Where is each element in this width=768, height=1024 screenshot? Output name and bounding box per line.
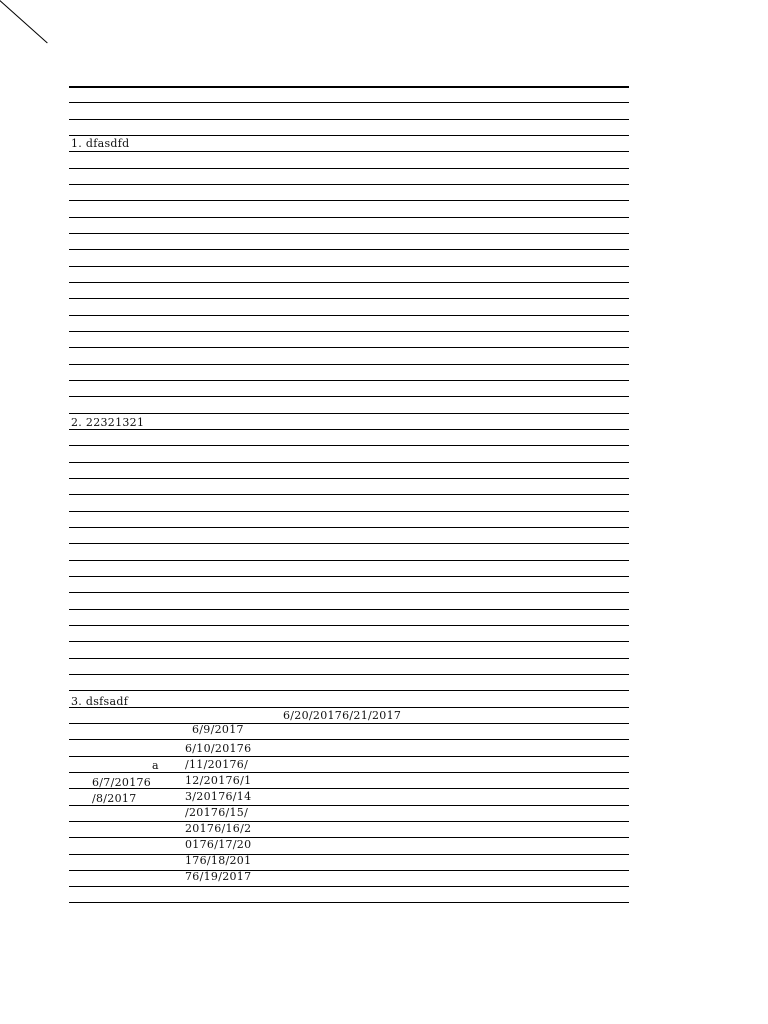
- section-heading-3: 3. dsfsadf: [71, 695, 129, 708]
- ruled-line: [69, 445, 629, 446]
- ruled-line: [69, 527, 629, 528]
- note-middle-line: 0176/17/20: [185, 838, 252, 851]
- ruled-line: [69, 217, 629, 218]
- ruled-line: [69, 560, 629, 561]
- note-middle-line: 3/20176/14: [185, 790, 252, 803]
- ruled-line: [69, 870, 629, 871]
- ruled-line: [69, 658, 629, 659]
- note-middle-line: 76/19/2017: [185, 870, 252, 883]
- note-left-line: 6/7/20176: [92, 776, 152, 789]
- ruled-line: [69, 184, 629, 185]
- ruled-line: [69, 576, 629, 577]
- note-middle-column: [185, 741, 251, 885]
- note-middle-line: /11/20176/: [185, 758, 249, 771]
- ruled-line: [69, 364, 629, 365]
- ruled-line: [69, 331, 629, 332]
- ruled-line: [69, 494, 629, 495]
- section-heading-2: 2. 22321321: [71, 416, 145, 429]
- ruled-lines: [69, 86, 629, 924]
- section-heading-1: 1. dfasdfd: [71, 137, 130, 150]
- ruled-line: [69, 543, 629, 544]
- ruled-line: [69, 396, 629, 397]
- ruled-line: [69, 886, 629, 887]
- ruled-line: [69, 315, 629, 316]
- ruled-line: [69, 413, 629, 414]
- ruled-line: [69, 298, 629, 299]
- note-middle-line: 20176/16/2: [185, 822, 252, 835]
- diagonal-corner-line: [0, 0, 48, 43]
- ruled-line: [69, 86, 629, 88]
- ruled-line: [69, 462, 629, 463]
- note-single-date: 6/9/2017: [192, 723, 244, 736]
- ruled-line: [69, 282, 629, 283]
- ruled-line: [69, 233, 629, 234]
- note-middle-line: /20176/15/: [185, 806, 249, 819]
- note-middle-line: 6/10/20176: [185, 742, 252, 755]
- ruled-line: [69, 200, 629, 201]
- note-left-line: /8/2017: [92, 792, 137, 805]
- ruled-line: [69, 151, 629, 152]
- note-letter: a: [152, 759, 159, 772]
- ruled-line: [69, 429, 629, 430]
- ruled-line: [69, 739, 629, 740]
- note-left-column: [92, 775, 151, 807]
- ruled-line: [69, 756, 629, 757]
- ruled-line: [69, 511, 629, 512]
- ruled-line: [69, 380, 629, 381]
- ruled-line: [69, 609, 629, 610]
- ruled-line: [69, 249, 629, 250]
- ruled-line: [69, 723, 629, 724]
- ruled-line: [69, 788, 629, 789]
- ruled-line: [69, 641, 629, 642]
- ruled-line: [69, 674, 629, 675]
- ruled-line: [69, 119, 629, 120]
- ruled-line: [69, 805, 629, 806]
- ruled-line: [69, 707, 629, 708]
- ruled-line: [69, 266, 629, 267]
- ruled-line: [69, 625, 629, 626]
- ruled-line: [69, 821, 629, 822]
- note-middle-line: 12/20176/1: [185, 774, 252, 787]
- ruled-line: [69, 102, 629, 103]
- ruled-line: [69, 478, 629, 479]
- ruled-line: [69, 592, 629, 593]
- note-middle-line: 176/18/201: [185, 854, 252, 867]
- note-top-right: 6/20/20176/21/2017: [283, 709, 402, 722]
- ruled-line: [69, 837, 629, 838]
- ruled-line: [69, 135, 629, 136]
- ruled-line: [69, 168, 629, 169]
- ruled-line: [69, 854, 629, 855]
- ruled-line: [69, 347, 629, 348]
- ruled-line: [69, 690, 629, 691]
- ruled-line: [69, 902, 629, 903]
